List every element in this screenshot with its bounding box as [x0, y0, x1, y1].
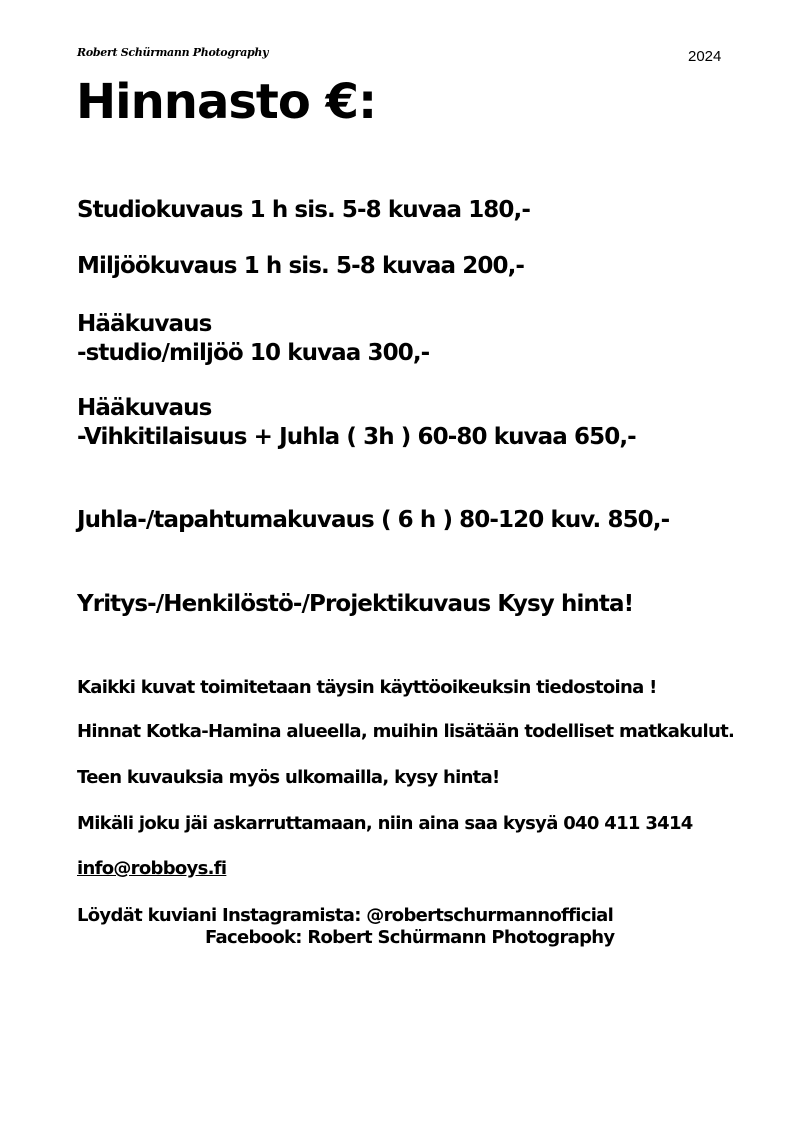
price-company: Yritys-/Henkilöstö-/Projektikuvaus Kysy hinta! — [77, 591, 634, 617]
price-miljoo: Miljöökuvaus 1 h sis. 5-8 kuvaa 200,- — [77, 253, 525, 279]
price-wedding-heading-2: Hääkuvaus — [77, 395, 212, 421]
info-abroad: Teen kuvauksia myös ulkomailla, kysy hinta! — [77, 767, 500, 788]
price-event: Juhla-/tapahtumakuvaus ( 6 h ) 80-120 kuv. 850,- — [77, 507, 670, 533]
email-link[interactable]: info@robboys.fi — [77, 858, 227, 879]
price-studio: Studiokuvaus 1 h sis. 5-8 kuvaa 180,- — [77, 197, 531, 223]
info-area: Hinnat Kotka-Hamina alueella, muihin lisätään todelliset matkakulut. — [77, 721, 735, 742]
brand-name: Robert Schürmann Photography — [77, 46, 269, 59]
info-facebook: Facebook: Robert Schürmann Photography — [205, 927, 615, 948]
price-wedding-heading: Hääkuvaus — [77, 311, 212, 337]
document-year: 2024 — [688, 48, 722, 65]
info-instagram: Löydät kuviani Instagramista: @robertschurmannofficial — [77, 905, 614, 926]
price-wedding-studio: -studio/miljöö 10 kuvaa 300,- — [77, 340, 430, 366]
email-link-container — [77, 858, 226, 880]
info-delivery: Kaikki kuvat toimitetaan täysin käyttöoikeuksin tiedostoina ! — [77, 677, 657, 698]
info-contact: Mikäli joku jäi askarruttamaan, niin aina saa kysyä 040 411 3414 — [77, 813, 693, 834]
page-title: Hinnasto €: — [76, 74, 377, 130]
price-wedding-ceremony: -Vihkitilaisuus + Juhla ( 3h ) 60-80 kuvaa 650,- — [77, 424, 636, 450]
